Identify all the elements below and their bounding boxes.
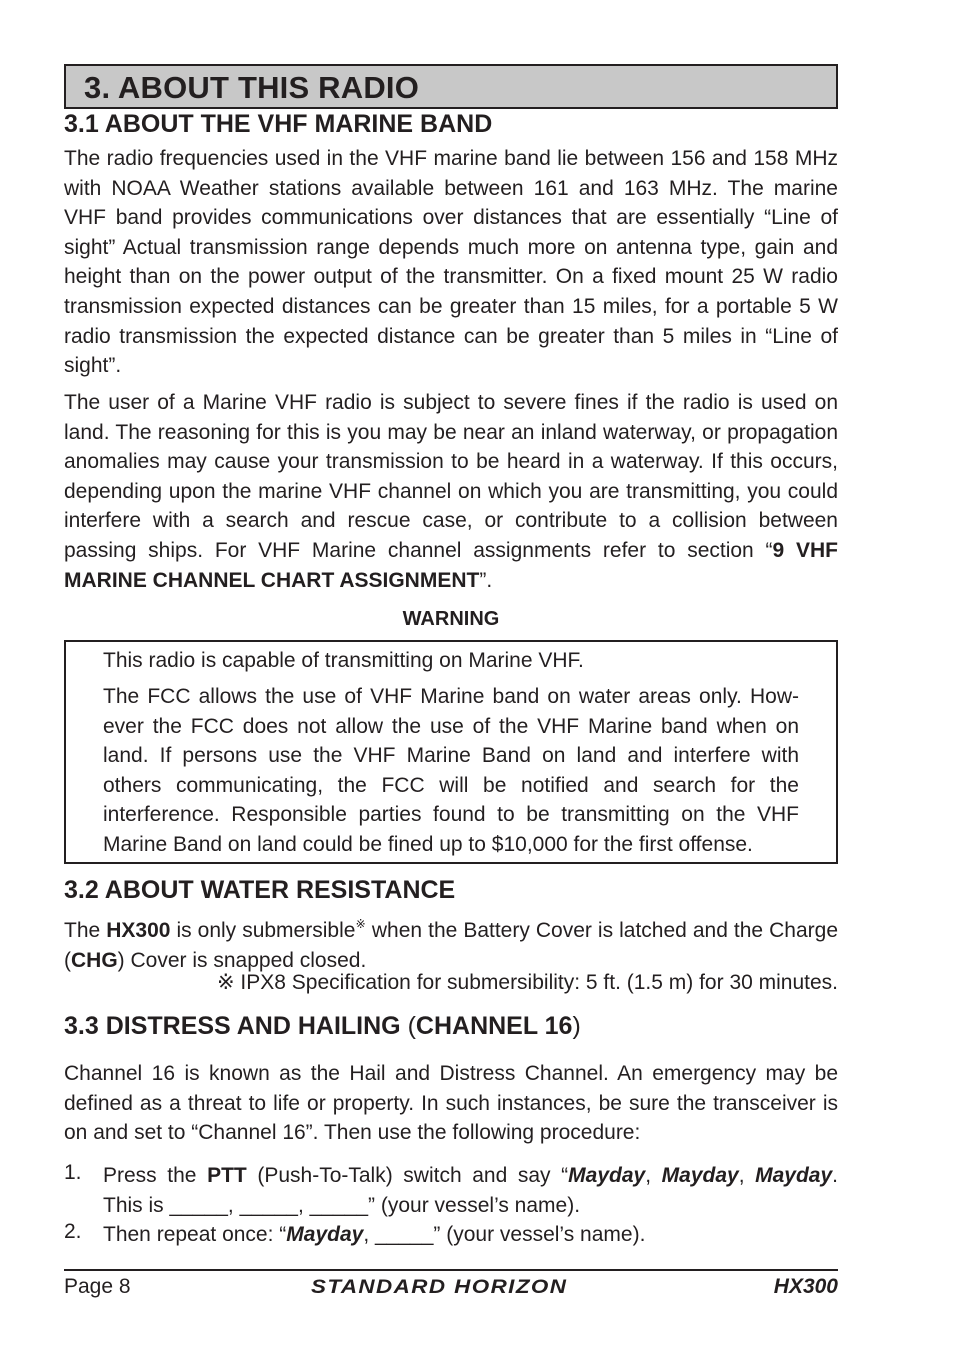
text-fragment: when the Battery Cover is latched and the Charge (: [64, 919, 838, 972]
ptt-label: PTT: [207, 1164, 247, 1187]
warning-title: WARNING: [402, 608, 500, 630]
warning-box: [64, 640, 838, 864]
channel-chart-reference: 9 VHF MARINE CHANNEL CHART ASSIGNMENT: [64, 538, 839, 592]
chapter-title: 3. ABOUT THIS RADIO: [84, 70, 420, 105]
model-name: HX300: [106, 919, 171, 942]
text-fragment: ,: [645, 1164, 662, 1187]
section-heading-distress: [64, 1012, 581, 1041]
text-fragment: Press the: [103, 1164, 208, 1187]
brand-logo: STANDARD HORIZON: [311, 1277, 568, 1298]
paragraph-vhf-band: The radio frequencies used in the VHF marine band lie between 156 and 158 MHz with NOAA Weather stations available between 161 and 163 MHz. The marine VHF band provides communications over distances that are essentially “Line of sight” Actual transmission range depends much more on antenna type, gain and height than on the power output of the transmitter. On a fixed mount 25 W radio transmission expected distances can be greater than 15 miles, for a portable 5 W radio transmission the expected distance can be greater than 5 miles in “Line of sight”.: [64, 147, 838, 378]
paragraph-water-resistance: [64, 910, 838, 975]
text-fragment: ,: [738, 1164, 756, 1187]
list-number-2: 2.: [64, 1220, 82, 1243]
heading-paren-close: ): [572, 1012, 581, 1040]
chg-label: CHG: [71, 948, 118, 972]
footnote-mark: ※: [355, 917, 366, 931]
mayday-word: Mayday: [661, 1164, 739, 1187]
mayday-word: Mayday: [568, 1164, 646, 1187]
list-item-2: [103, 1220, 838, 1250]
text-fragment: Then repeat once: “: [103, 1223, 287, 1246]
mayday-word: Mayday: [755, 1164, 833, 1187]
paragraph-land-use-end: ”.: [479, 568, 493, 592]
footer-divider: [64, 1269, 838, 1271]
chapter-title-bar: [64, 64, 838, 109]
paragraph-distress-intro: Channel 16 is known as the Hail and Distress Channel. An emergency may be defined as a threat to life or property. In such instances, be sure the transceiver is on and set to “Channel 16”. Then use the following procedure:: [64, 1062, 838, 1145]
paragraph-land-use: [64, 388, 838, 595]
text-fragment: ) Cover is snapped closed.: [117, 948, 367, 972]
warning-line-1: This radio is capable of transmitting on Marine VHF.: [103, 649, 584, 672]
page-number: Page 8: [64, 1275, 131, 1298]
ipx8-note: ※ IPX8 Specification for submersibility: 5 ft. (1.5 m) for 30 minutes.: [217, 971, 838, 994]
mayday-word: Mayday: [286, 1223, 364, 1246]
warning-line-2: The FCC allows the use of VHF Marine band on water areas only. However the FCC does not allow the use of the VHF Marine band when on land. If persons use the VHF Marine Band on land and interfere with others communicating, the FCC will be notified and search for the interference. Responsible parties found to be transmitting on the VHF Marine Band on land could be fined up to $10,000 for the first offense.: [103, 685, 799, 856]
list-item-1: [103, 1161, 838, 1220]
text-fragment: is only submersible: [170, 919, 356, 942]
text-fragment: The: [64, 919, 107, 942]
text-fragment: , _____” (your vessel’s name).: [363, 1223, 646, 1246]
heading-paren-open: (: [407, 1012, 416, 1040]
text-fragment: (Push-To-Talk) switch and say “: [246, 1164, 569, 1187]
heading-fragment: 3.3 DISTRESS AND HAILING: [64, 1012, 408, 1040]
heading-fragment: CHANNEL 16: [415, 1012, 573, 1040]
list-number-1: 1.: [64, 1161, 82, 1184]
text-fragment: . This is _____, _____, _____” (your vessel’s name).: [103, 1164, 839, 1217]
footer-model: HX300: [773, 1275, 838, 1298]
section-heading-water-resistance: 3.2 ABOUT WATER RESISTANCE: [64, 876, 456, 904]
section-heading-vhf-band: 3.1 ABOUT THE VHF MARINE BAND: [64, 110, 493, 138]
paragraph-land-use-text: The user of a Marine VHF radio is subject to severe fines if the radio is used on land. The reasoning for this is you may be near an inland waterway, or propagation anomalies may cause your transmission to be heard in a waterway. If this occurs, depending upon the marine VHF channel on which you are transmitting, you could interfere with a search and rescue case, or contribute to a collision between passing ships. For VHF Marine channel assignments refer to section “: [64, 391, 838, 562]
